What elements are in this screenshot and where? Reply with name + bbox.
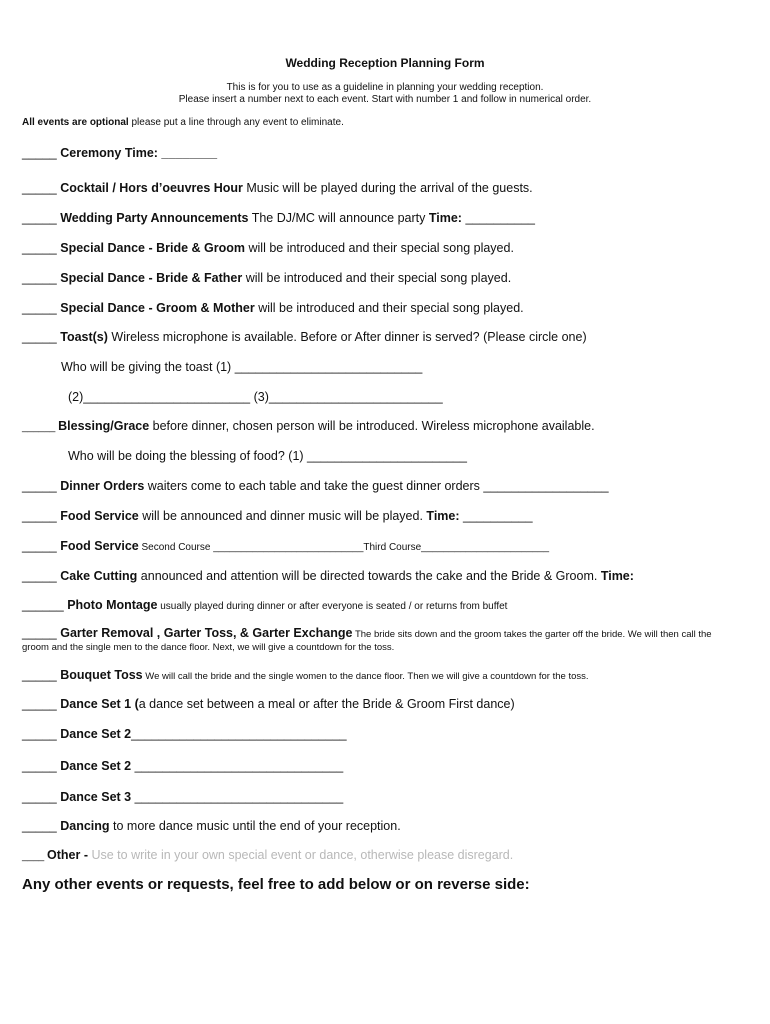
- item-label: Food Service: [60, 539, 139, 553]
- item-dance-bride-groom[interactable]: [22, 241, 514, 255]
- item-cocktail[interactable]: [22, 181, 533, 195]
- toast-giver-1[interactable]: Who will be giving the toast (1) ___________________________: [61, 360, 423, 374]
- item-cake-cutting[interactable]: [22, 569, 634, 583]
- item-blank[interactable]: _____: [22, 819, 61, 833]
- item-blank[interactable]: _____: [22, 626, 61, 640]
- item-blank[interactable]: _____: [22, 211, 61, 225]
- time-blank[interactable]: __________: [459, 509, 533, 523]
- item-dance-set-2b[interactable]: [22, 759, 343, 773]
- item-garter[interactable]: [22, 626, 712, 640]
- item-label: Toast(s): [60, 330, 108, 344]
- item-desc: will be introduced and their special song played.: [245, 241, 514, 255]
- item-desc[interactable]: ______________________________: [131, 759, 344, 773]
- item-blank[interactable]: _____: [22, 479, 61, 493]
- optional-note-bold: All events are optional: [22, 117, 129, 128]
- item-blank[interactable]: _____: [22, 759, 61, 773]
- item-desc: will be announced and dinner music will be played.: [138, 509, 427, 523]
- item-label: Bouquet Toss: [60, 668, 143, 682]
- item-label: Dance Set 3: [60, 790, 132, 804]
- item-label: Cake Cutting: [60, 569, 138, 583]
- blessing-who[interactable]: Who will be doing the blessing of food? (1) _______________________: [68, 449, 467, 463]
- item-dance-groom-mother[interactable]: [22, 301, 524, 315]
- item-desc: before dinner, chosen person will be introduced. Wireless microphone available.: [149, 419, 595, 433]
- garter-desc-continued: groom and the single men to the dance floor. Next, we will give a countdown for the toss.: [22, 642, 395, 653]
- item-label: Garter Removal , Garter Toss, & Garter Exchange: [60, 626, 353, 640]
- item-label: Dance Set 2: [60, 727, 132, 741]
- item-desc: announced and attention will be directed towards the cake and the Bride & Groom.: [137, 569, 601, 583]
- optional-note-rest: please put a line through any event to eliminate.: [128, 117, 344, 128]
- item-blank[interactable]: _____: [22, 181, 61, 195]
- item-desc: will be introduced and their special song played.: [242, 271, 512, 285]
- item-dance-bride-father[interactable]: [22, 271, 511, 285]
- item-desc[interactable]: _______________________________: [131, 727, 347, 741]
- item-dinner-orders[interactable]: [22, 479, 609, 493]
- item-label: Cocktail / Hors d’oeuvres Hour: [60, 181, 243, 195]
- item-announcements[interactable]: [22, 211, 535, 225]
- item-toasts[interactable]: [22, 330, 587, 344]
- item-dance-set-1[interactable]: [22, 697, 515, 711]
- item-label: Blessing/Grace: [58, 419, 150, 433]
- item-blank[interactable]: _____: [22, 241, 61, 255]
- item-desc: a dance set between a meal or after the Bride & Groom First dance): [138, 697, 515, 711]
- item-dance-set-3[interactable]: [22, 790, 343, 804]
- item-desc: Wireless microphone is available. Before or After dinner is served? (Please circle one): [107, 330, 587, 344]
- item-blank[interactable]: _____: [22, 569, 61, 583]
- item-dance-set-2a[interactable]: [22, 727, 347, 741]
- item-blank[interactable]: _____: [22, 330, 61, 344]
- item-blank[interactable]: _____: [22, 301, 61, 315]
- item-label: Special Dance - Groom & Mother: [60, 301, 255, 315]
- item-blank[interactable]: _____: [22, 271, 61, 285]
- item-desc: will be introduced and their special song played.: [254, 301, 524, 315]
- item-label: Dinner Orders: [60, 479, 145, 493]
- item-blessing[interactable]: [22, 419, 595, 433]
- item-desc: Music will be played during the arrival of the guests.: [242, 181, 533, 195]
- item-blank[interactable]: ______: [22, 422, 59, 433]
- item-blank[interactable]: _____: [22, 539, 61, 553]
- item-desc: waiters come to each table and take the guest dinner orders __________________: [144, 479, 609, 493]
- item-other[interactable]: [22, 848, 513, 862]
- item-label: Wedding Party Announcements: [60, 211, 249, 225]
- item-dancing[interactable]: [22, 819, 401, 833]
- item-blank[interactable]: _____: [22, 146, 61, 160]
- intro-line-1: This is for you to use as a guideline in planning your wedding reception.: [226, 82, 544, 93]
- time-label: Time:: [600, 569, 634, 583]
- item-desc: Second Course ___________________________Third Course_______________________: [138, 542, 550, 553]
- item-blank[interactable]: _____: [22, 668, 61, 682]
- item-desc[interactable]: ______________________________: [131, 790, 344, 804]
- item-bouquet[interactable]: [22, 668, 589, 682]
- item-desc: to more dance music until the end of your reception.: [109, 819, 401, 833]
- item-label: Special Dance - Bride & Father: [60, 271, 243, 285]
- item-food-service[interactable]: [22, 509, 533, 523]
- item-blank[interactable]: ____: [22, 851, 48, 862]
- item-desc: The DJ/MC will announce party: [248, 211, 429, 225]
- item-blank[interactable]: _____: [22, 697, 61, 711]
- toast-giver-2-3[interactable]: (2)________________________ (3)_________________________: [68, 390, 443, 404]
- time-label: Time:: [426, 509, 460, 523]
- item-label: Special Dance - Bride & Groom: [60, 241, 246, 255]
- item-desc: The bride sits down and the groom takes the garter off the bride. We will then call the: [352, 629, 712, 640]
- intro-line-2: Please insert a number next to each event. Start with number 1 and follow in numerical order.: [178, 94, 592, 105]
- item-desc: We will call the bride and the single women to the dance floor. Then we will give a countdown for the toss.: [142, 671, 589, 682]
- item-blank[interactable]: _____: [22, 790, 61, 804]
- item-label: Dance Set 1 (: [60, 697, 139, 711]
- form-title: Wedding Reception Planning Form: [285, 56, 485, 70]
- item-desc: usually played during dinner or after everyone is seated / or returns from buffet: [157, 601, 508, 612]
- time-blank[interactable]: __________: [461, 211, 535, 225]
- item-label: Food Service: [60, 509, 139, 523]
- item-label: Photo Montage: [67, 598, 158, 612]
- time-label: Time:: [428, 211, 462, 225]
- item-blank[interactable]: _____: [22, 727, 61, 741]
- item-food-service-courses[interactable]: [22, 539, 549, 553]
- item-label: Ceremony Time: ________: [60, 146, 218, 160]
- item-label: Dance Set 2: [60, 759, 132, 773]
- item-photo-montage[interactable]: [22, 598, 507, 612]
- optional-note: [22, 117, 344, 128]
- item-label: Other -: [47, 848, 92, 862]
- closing-heading: Any other events or requests, feel free to add below or on reverse side:: [22, 876, 530, 893]
- item-label: Dancing: [60, 819, 110, 833]
- item-ceremony[interactable]: [22, 146, 217, 160]
- item-desc: Use to write in your own special event or dance, otherwise please disregard.: [91, 848, 514, 862]
- item-blank[interactable]: _____: [22, 509, 61, 523]
- item-blank[interactable]: ______: [22, 598, 68, 612]
